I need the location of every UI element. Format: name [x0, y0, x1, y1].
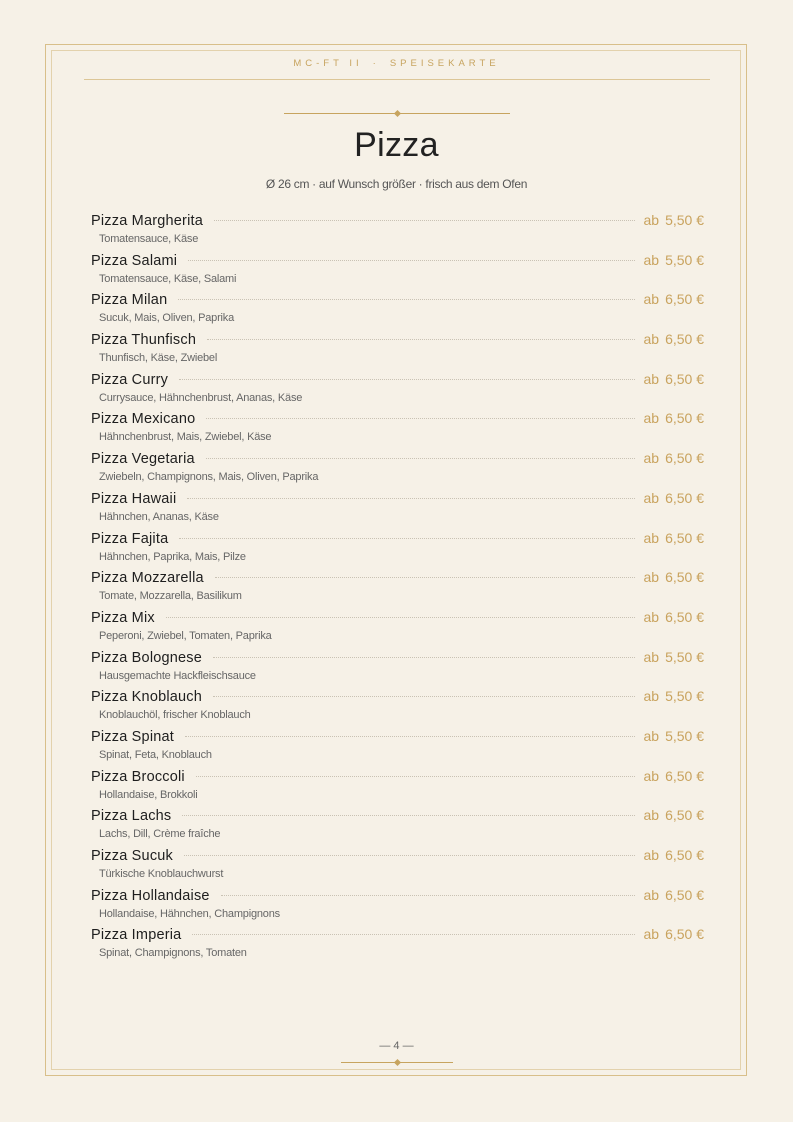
- menu-item-description: Knoblauchöl, frischer Knoblauch: [99, 709, 251, 722]
- header-separator: ·: [372, 58, 380, 69]
- price-prefix: ab: [643, 648, 660, 665]
- menu-item-row: [91, 291, 704, 311]
- dot-leader: [206, 458, 636, 459]
- menu-item: [91, 410, 704, 450]
- menu-item-name: Pizza Mexicano: [91, 411, 196, 428]
- menu-item-name: Pizza Sucuk: [91, 848, 173, 864]
- menu-item-price: [643, 926, 704, 942]
- menu-item-row: [91, 847, 704, 867]
- menu-item-row: [91, 490, 704, 510]
- menu-item-row: [91, 728, 704, 748]
- header-left: MC-FT II: [293, 58, 363, 69]
- dot-leader: [213, 696, 635, 697]
- menu-item: [91, 530, 704, 570]
- price-prefix: ab: [643, 847, 660, 863]
- price-value: 5,50 €: [665, 648, 704, 665]
- header-divider: [84, 79, 710, 80]
- price-value: 6,50 €: [665, 291, 704, 308]
- menu-item-name: Pizza Hollandaise: [91, 887, 210, 904]
- price-value: 6,50 €: [665, 410, 704, 427]
- section-subtitle: Ø 26 cm · auf Wunsch größer · frisch aus dem Ofen: [265, 177, 528, 191]
- price-prefix: ab: [643, 212, 660, 228]
- price-value: 6,50 €: [665, 529, 704, 546]
- price-value: 6,50 €: [665, 489, 704, 506]
- menu-item: [91, 807, 704, 847]
- menu-item-name: Pizza Milan: [91, 292, 168, 309]
- menu-item-description: Zwiebeln, Champignons, Mais, Oliven, Paprika: [99, 471, 319, 484]
- menu-item-name: Pizza Mix: [91, 609, 155, 626]
- menu-item-row: [91, 926, 704, 946]
- menu-item-name: Pizza Imperia: [91, 927, 182, 944]
- menu-item-description: Hähnchen, Ananas, Käse: [99, 510, 219, 523]
- price-prefix: ab: [643, 767, 660, 784]
- menu-item-name: Pizza Hawaii: [91, 490, 177, 507]
- menu-item: [91, 371, 704, 411]
- menu-item-row: [91, 252, 704, 272]
- price-prefix: ab: [643, 370, 660, 387]
- price-prefix: ab: [643, 489, 660, 506]
- price-value: 6,50 €: [665, 450, 704, 467]
- menu-item-name: Pizza Vegetaria: [91, 451, 195, 468]
- dot-leader: [221, 895, 636, 896]
- price-prefix: ab: [643, 886, 660, 903]
- menu-item-row: [91, 331, 704, 351]
- menu-list: [91, 212, 704, 966]
- menu-item-row: [91, 688, 704, 708]
- dot-leader: [192, 934, 635, 935]
- price-prefix: ab: [643, 688, 660, 705]
- page-number: — 4 —: [379, 1040, 414, 1052]
- price-prefix: ab: [643, 608, 660, 625]
- price-value: 5,50 €: [665, 251, 704, 268]
- menu-item-description: Hausgemachte Hackfleischsauce: [99, 669, 256, 682]
- dot-leader: [182, 815, 635, 816]
- menu-item-description: Hollandaise, Hähnchen, Champignons: [99, 907, 280, 920]
- price-prefix: ab: [643, 926, 660, 943]
- menu-item-name: Pizza Broccoli: [91, 768, 185, 785]
- menu-item-description: Spinat, Champignons, Tomaten: [99, 947, 247, 960]
- menu-item-price: [643, 688, 704, 704]
- menu-item-price: [643, 331, 704, 347]
- menu-item-description: Sucuk, Mais, Oliven, Paprika: [99, 312, 235, 325]
- menu-item-description: Peperoni, Zwiebel, Tomaten, Paprika: [99, 629, 272, 642]
- dot-leader: [179, 538, 635, 539]
- dot-leader: [213, 657, 635, 658]
- menu-item-description: Tomate, Mozzarella, Basilikum: [99, 590, 242, 603]
- menu-item-price: [643, 252, 704, 268]
- menu-item-row: [91, 649, 704, 669]
- menu-item-description: Hähnchen, Paprika, Mais, Pilze: [99, 550, 246, 563]
- menu-item-row: [91, 807, 704, 827]
- dot-leader: [187, 498, 635, 499]
- menu-item-price: [643, 847, 704, 863]
- menu-item-name: Pizza Salami: [91, 252, 178, 269]
- menu-item-description: Thunfisch, Käse, Zwiebel: [99, 352, 218, 365]
- running-header: [0, 58, 793, 69]
- menu-item-row: [91, 887, 704, 907]
- menu-item: [91, 847, 704, 887]
- menu-item-row: [91, 212, 704, 232]
- price-prefix: ab: [643, 251, 660, 268]
- menu-item-description: Tomatensauce, Käse, Salami: [99, 272, 237, 285]
- price-value: 6,50 €: [665, 569, 704, 586]
- price-value: 6,50 €: [665, 847, 704, 863]
- price-value: 6,50 €: [665, 886, 704, 903]
- price-value: 6,50 €: [665, 608, 704, 625]
- header-right: SPEISEKARTE: [389, 58, 500, 69]
- menu-item-description: Spinat, Feta, Knoblauch: [99, 748, 212, 761]
- menu-item-description: Currysauce, Hähnchenbrust, Ananas, Käse: [99, 391, 303, 404]
- menu-item: [91, 212, 704, 252]
- menu-item-price: [643, 530, 704, 546]
- menu-item: [91, 291, 704, 331]
- menu-item: [91, 450, 704, 490]
- dot-leader: [179, 379, 635, 380]
- menu-item-name: Pizza Fajita: [91, 530, 169, 547]
- menu-item-name: Pizza Margherita: [91, 213, 203, 229]
- menu-item: [91, 926, 704, 966]
- menu-item-name: Pizza Lachs: [91, 808, 172, 825]
- price-prefix: ab: [643, 529, 660, 546]
- menu-item-description: Tomatensauce, Käse: [99, 233, 199, 245]
- price-prefix: ab: [643, 410, 660, 427]
- menu-item-row: [91, 609, 704, 629]
- menu-item-price: [643, 371, 704, 387]
- menu-item: [91, 490, 704, 530]
- menu-item-price: [643, 569, 704, 585]
- dot-leader: [207, 339, 635, 340]
- menu-item: [91, 887, 704, 927]
- menu-item-description: Lachs, Dill, Crème fraîche: [99, 828, 221, 841]
- menu-item-price: [643, 212, 704, 228]
- menu-item-price: [643, 609, 704, 625]
- dot-leader: [188, 260, 635, 261]
- dot-leader: [178, 299, 635, 300]
- menu-item-price: [643, 291, 704, 307]
- menu-item-price: [643, 410, 704, 426]
- price-value: 5,50 €: [665, 688, 704, 705]
- menu-item-row: [91, 768, 704, 788]
- price-value: 6,50 €: [665, 926, 704, 943]
- dot-leader: [196, 776, 636, 777]
- menu-item-row: [91, 450, 704, 470]
- price-value: 5,50 €: [665, 727, 704, 744]
- menu-item-name: Pizza Knoblauch: [91, 689, 203, 706]
- price-prefix: ab: [643, 291, 660, 308]
- menu-item-row: [91, 410, 704, 430]
- menu-item-price: [643, 728, 704, 744]
- dot-leader: [185, 736, 635, 737]
- menu-item: [91, 649, 704, 689]
- menu-item-name: Pizza Curry: [91, 371, 169, 388]
- price-prefix: ab: [643, 727, 660, 744]
- price-prefix: ab: [643, 450, 660, 467]
- menu-item-name: Pizza Mozzarella: [91, 570, 204, 587]
- menu-item: [91, 609, 704, 649]
- price-value: 6,50 €: [665, 767, 704, 784]
- menu-item-row: [91, 569, 704, 589]
- menu-item-description: Hähnchenbrust, Mais, Zwiebel, Käse: [99, 431, 272, 444]
- menu-item: [91, 688, 704, 728]
- menu-item-price: [643, 768, 704, 784]
- dot-leader: [184, 855, 635, 856]
- price-prefix: ab: [643, 569, 660, 586]
- menu-item-description: Hollandaise, Brokkoli: [99, 788, 198, 801]
- menu-item: [91, 768, 704, 808]
- dot-leader: [206, 418, 635, 419]
- section-title: Pizza: [354, 126, 439, 164]
- menu-item-name: Pizza Spinat: [91, 728, 174, 745]
- price-prefix: ab: [643, 331, 660, 348]
- menu-item-price: [643, 490, 704, 506]
- menu-item-price: [643, 649, 704, 665]
- menu-item: [91, 252, 704, 292]
- menu-item-name: Pizza Bolognese: [91, 649, 203, 666]
- price-value: 6,50 €: [665, 807, 704, 824]
- menu-item: [91, 728, 704, 768]
- menu-item-row: [91, 530, 704, 550]
- price-value: 5,50 €: [665, 212, 704, 228]
- menu-item-row: [91, 371, 704, 391]
- menu-item: [91, 331, 704, 371]
- menu-item: [91, 569, 704, 609]
- dot-leader: [214, 220, 635, 221]
- price-prefix: ab: [643, 807, 660, 824]
- dot-leader: [166, 617, 636, 618]
- menu-item-name: Pizza Thunfisch: [91, 332, 197, 349]
- menu-item-price: [643, 450, 704, 466]
- menu-item-price: [643, 807, 704, 823]
- price-value: 6,50 €: [665, 370, 704, 387]
- menu-item-price: [643, 887, 704, 903]
- dot-leader: [215, 577, 636, 578]
- price-value: 6,50 €: [665, 331, 704, 348]
- menu-item-description: Türkische Knoblauchwurst: [99, 868, 224, 880]
